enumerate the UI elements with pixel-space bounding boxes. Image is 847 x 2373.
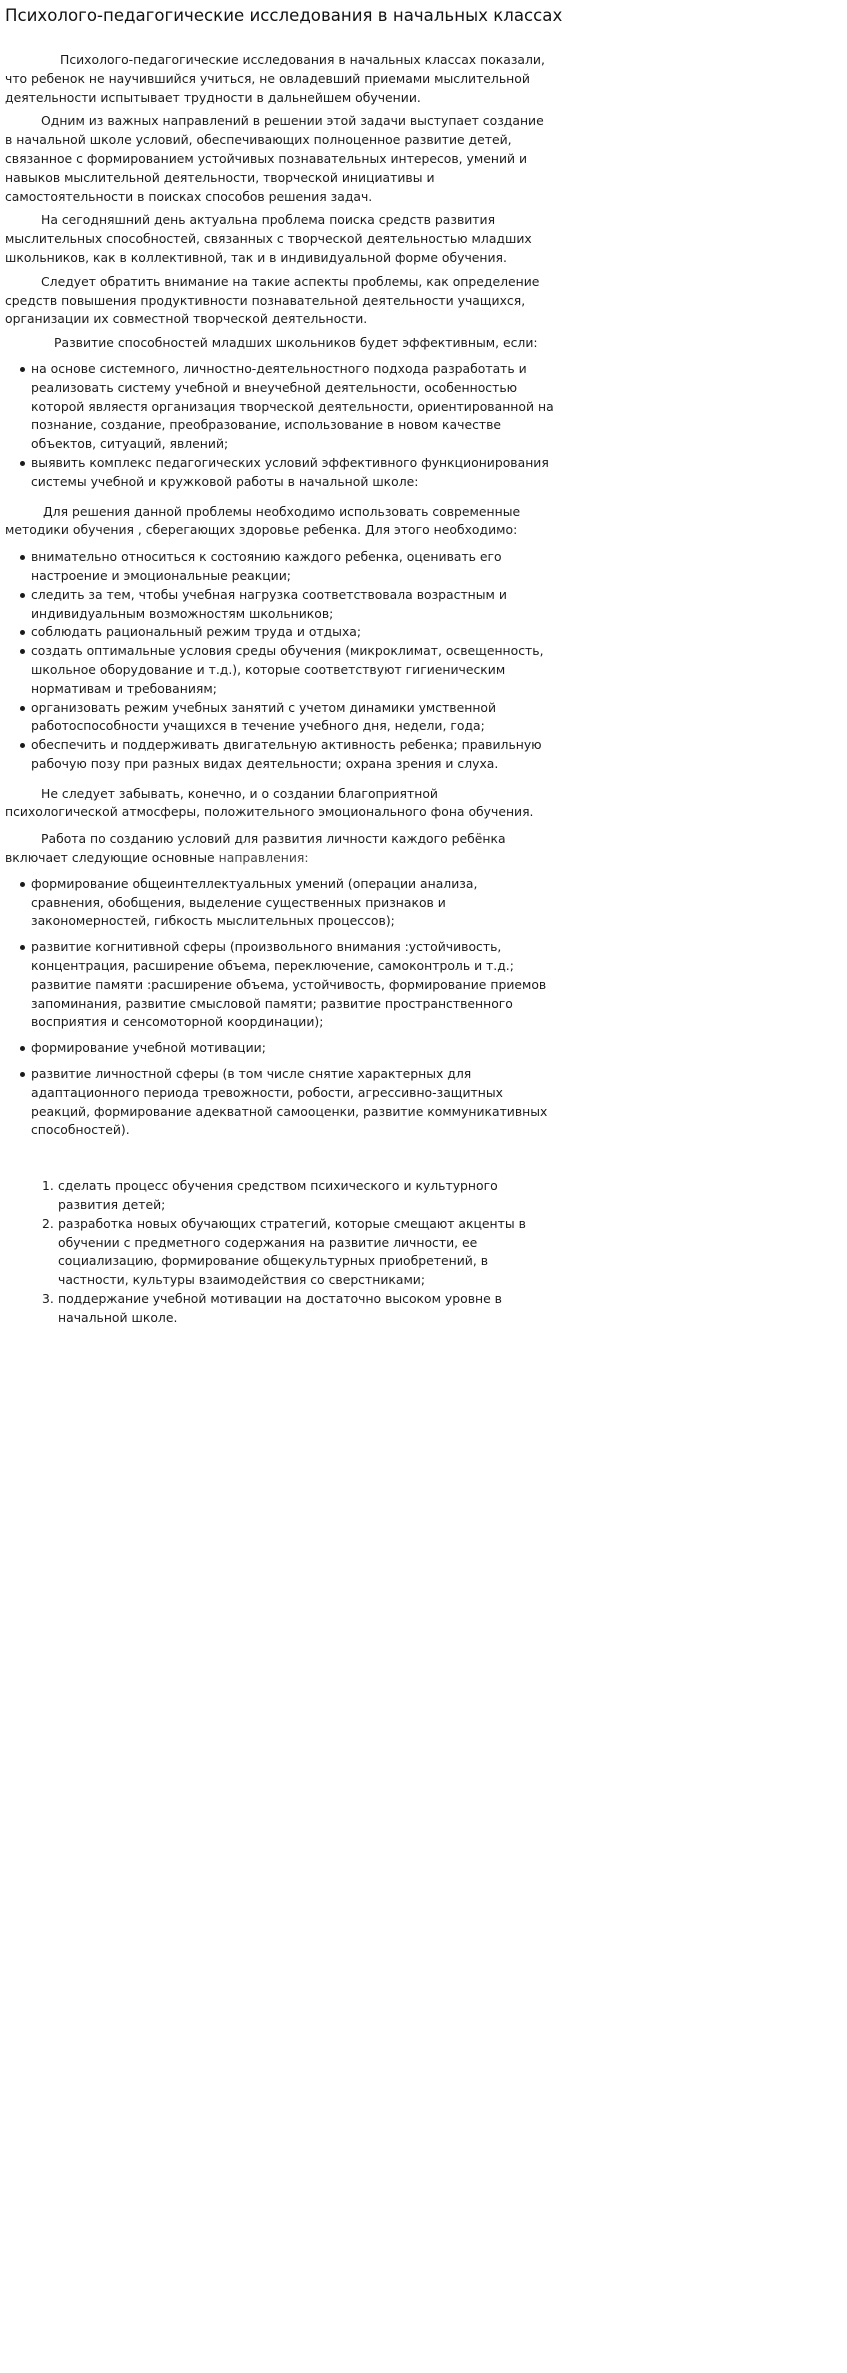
directions-list-1 bbox=[5, 875, 554, 931]
health-list bbox=[5, 548, 554, 774]
item-number: 3. bbox=[42, 1291, 54, 1307]
numbered-item bbox=[5, 1177, 554, 1215]
list-item: организовать режим учебных занятий с учетом динамики умственной работоспособности учащихся в течение учебного дня, недели, года; bbox=[5, 699, 554, 737]
directions-list-3 bbox=[5, 1039, 554, 1058]
list-item: на основе системного, личностно-деятельностного подхода разработать и реализовать систему учебной и внеучебной деятельности, особенностью которой являестя организация творческой деятельности, ориентированной на познание, создание, преобразование, использование в новом качестве объектов, ситуаций, явлений; bbox=[5, 360, 554, 454]
list-item: развитие личностной сферы (в том числе снятие характерных для адаптационного периода тревожности, робости, агрессивно-защитных реакций, формирование адекватной самооценки, развитие коммуникативных способностей). bbox=[5, 1065, 554, 1140]
numbered-item bbox=[5, 1290, 554, 1328]
list-item: формирование общеинтеллектуальных умений (операции анализа, сравнения, обобщения, выделение существенных признаков и закономерностей, гибкость мыслительных процессов); bbox=[5, 875, 554, 931]
list-item: обеспечить и поддерживать двигательную активность ребенка; правильную рабочую позу при разных видах деятельности; охрана зрения и слуха. bbox=[5, 736, 554, 774]
list-item: внимательно относиться к состоянию каждого ребенка, оценивать его настроение и эмоциональные реакции; bbox=[5, 548, 554, 586]
paragraph-health-methods: Для решения данной проблемы необходимо использовать современные методики обучения , сберегающих здоровье ребенка. Для этого необходимо: bbox=[5, 503, 521, 538]
directions-list-2 bbox=[5, 938, 554, 1032]
intro-paragraph bbox=[5, 51, 554, 107]
list-item: создать оптимальные условия среды обучения (микроклимат, освещенность, школьное оборудование и т.д.), которые соответствуют гигиеническим нормативам и требованиям; bbox=[5, 642, 554, 698]
intro-lead: Психолого-педагогические исследования в начальных классах показали, bbox=[60, 52, 545, 67]
paragraph-aspects: Следует обратить внимание на такие аспекты проблемы, как определение средств повышения продуктивности познавательной деятельности учащихся, организации их совместной творческой деятельности. bbox=[5, 273, 540, 327]
paragraph-effective-if: Развитие способностей младших школьников будет эффективным, если: bbox=[54, 335, 538, 351]
list-item: следить за тем, чтобы учебная нагрузка соответствовала возрастным и индивидуальным возможностям школьников; bbox=[5, 586, 554, 624]
conditions-list bbox=[5, 360, 554, 492]
list-item: формирование учебной мотивации; bbox=[5, 1039, 554, 1058]
work-directions-accent: направления: bbox=[218, 850, 309, 866]
paragraph-problem-today: На сегодняшний день актуальна проблема поиска средств развития мыслительных способностей, связанных с творческой деятельностью младших школьников, как в коллективной, так и в индивидуальной форме обучения. bbox=[5, 212, 532, 265]
document-page bbox=[0, 6, 563, 1328]
work-directions-text: Работа по созданию условий для развития личности каждого ребёнка включает следующие основные bbox=[5, 831, 506, 866]
paragraph-directions-task: Одним из важных направлений в решении этой задачи выступает создание в начальной школе условий, обеспечивающих полноценное развитие детей, связанное с формированием устойчивых познавательных интересов, умений и навыков мыслительной деятельности, творческой инициативы и самостоятельности в поисках способов решения задач. bbox=[5, 113, 544, 204]
page-title: Психолого-педагогические исследования в начальных классах bbox=[5, 6, 563, 25]
numbered-item bbox=[5, 1215, 554, 1290]
item-number: 2. bbox=[42, 1215, 54, 1231]
intro-rest: что ребенок не научившийся учиться, не овладевший приемами мыслительной деятельности испытывает трудности в дальнейшем обучении. bbox=[5, 70, 530, 105]
item-number: 1. bbox=[42, 1178, 54, 1194]
item-text: разработка новых обучающих стратегий, которые смещают акценты в обучении с предметного содержания на развитие личности, ее социализацию, формирование общекультурных приобретений, в частности, культуры взаимодействия со сверстниками; bbox=[58, 1215, 526, 1288]
paragraph-work-directions bbox=[5, 830, 554, 868]
paragraph-atmosphere: Не следует забывать, конечно, и о создании благоприятной психологической атмосферы, положительного эмоционального фона обучения. bbox=[5, 785, 534, 820]
item-text: сделать процесс обучения средством психического и культурного развития детей; bbox=[58, 1178, 498, 1213]
list-item: выявить комплекс педагогических условий эффективного функционирования системы учебной и кружковой работы в начальной школе: bbox=[5, 454, 554, 492]
list-item: соблюдать рациональный режим труда и отдыха; bbox=[5, 623, 554, 642]
goals-numbered-list bbox=[5, 1177, 554, 1327]
list-item: развитие когнитивной сферы (произвольного внимания :устойчивость, концентрация, расширение объема, переключение, самоконтроль и т.д.; развитие памяти :расширение объема, устойчивость, формирование приемов запоминания, развитие смысловой памяти; развитие пространственного восприятия и сенсомоторной координации); bbox=[5, 938, 554, 1032]
item-text: поддержание учебной мотивации на достаточно высоком уровне в начальной школе. bbox=[58, 1291, 502, 1325]
directions-list-4 bbox=[5, 1065, 554, 1140]
